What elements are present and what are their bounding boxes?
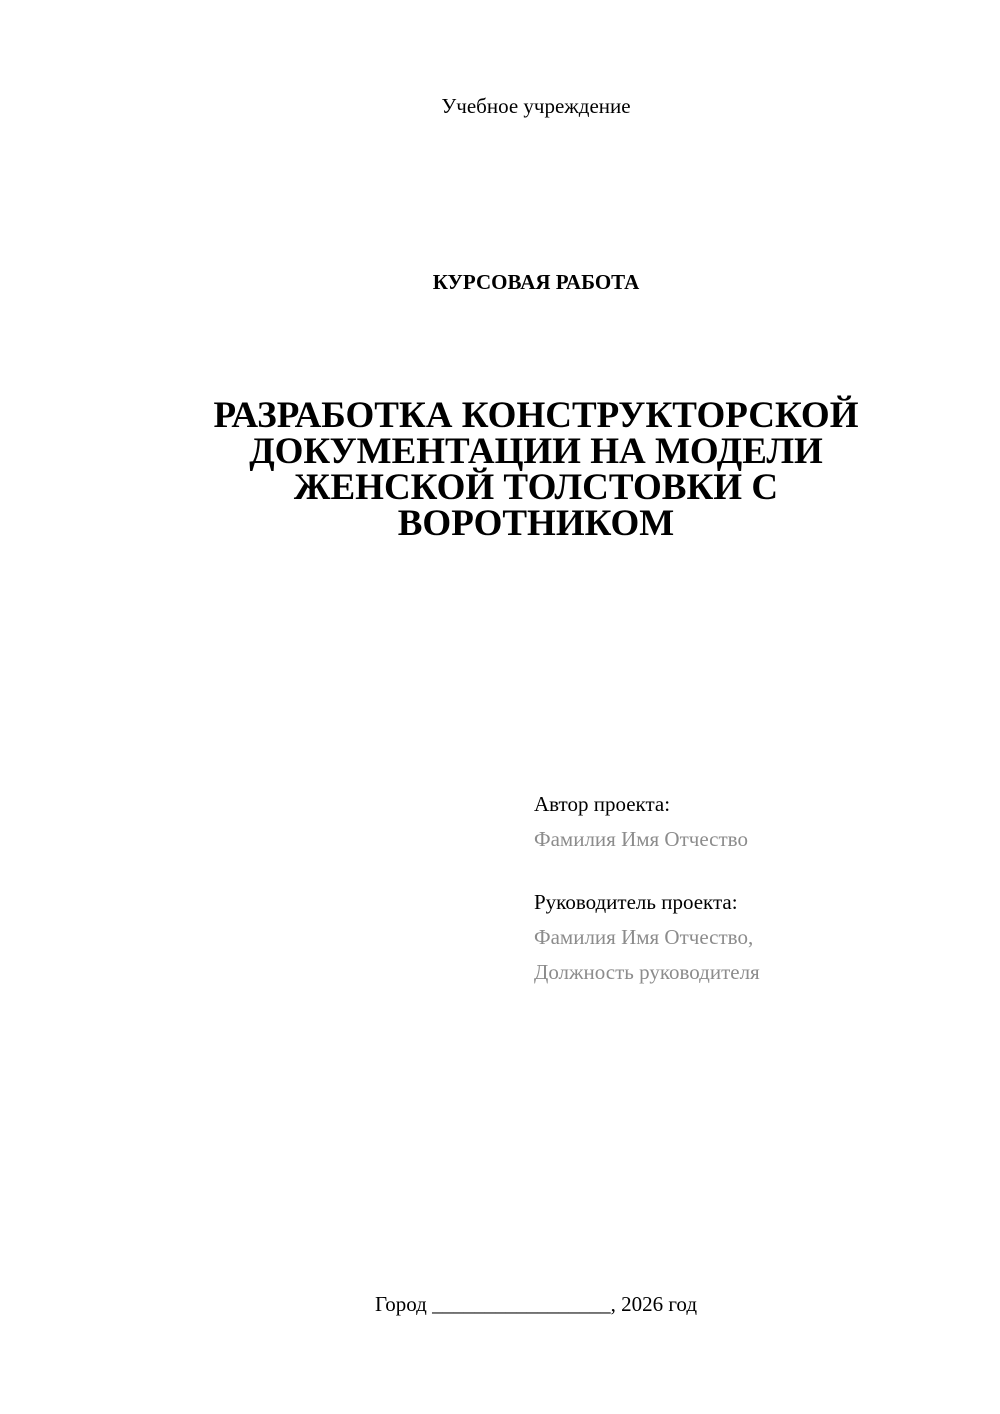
supervisor-label: Руководитель проекта:	[534, 890, 738, 914]
project-roles	[534, 787, 974, 990]
title-line: ЖЕНСКОЙ ТОЛСТОВКИ С	[293, 467, 779, 508]
supervisor-position: Должность руководителя	[534, 960, 760, 984]
city-year-line	[0, 1290, 1000, 1318]
year-text: , 2026 год	[610, 1292, 698, 1316]
document-type: КУРСОВАЯ РАБОТА	[432, 270, 640, 294]
city-blank: _________________	[432, 1292, 611, 1316]
title-line: ВОРОТНИКОМ	[397, 503, 675, 544]
roles-spacer	[534, 857, 974, 885]
title-line: ДОКУМЕНТАЦИИ НА МОДЕЛИ	[249, 431, 823, 472]
institution-name: Учебное учреждение	[441, 94, 631, 118]
author-label: Автор проекта:	[534, 792, 671, 816]
title-line: РАЗРАБОТКА КОНСТРУКТОРСКОЙ	[213, 395, 859, 436]
author-name: Фамилия Имя Отчество	[534, 827, 748, 851]
supervisor-name: Фамилия Имя Отчество,	[534, 925, 754, 949]
city-label: Город	[374, 1292, 427, 1316]
document-title	[180, 395, 892, 544]
